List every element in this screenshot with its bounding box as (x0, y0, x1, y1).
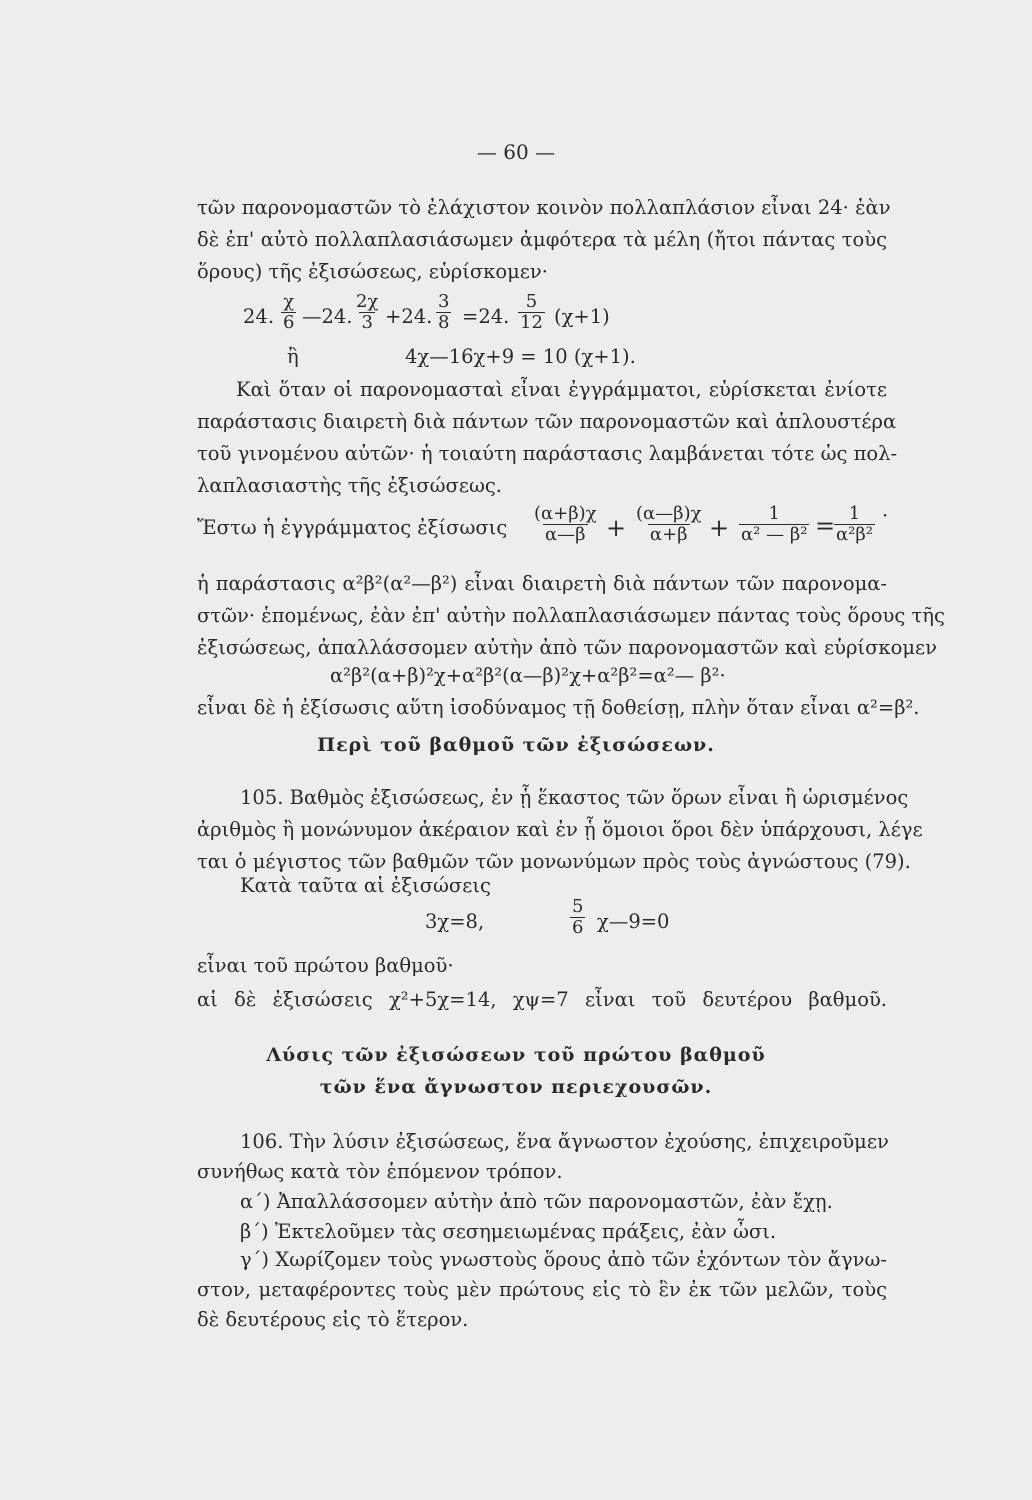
text-line: δὲ ἐπ' αὐτὸ πολλαπλασιάσωμεν ἀμφότερα τὰ μέλη (ἤτοι πάντας τοὺς (197, 228, 887, 251)
numerator: χ (283, 291, 295, 312)
numerator: 1 (848, 503, 861, 524)
denominator: α² — β² (741, 524, 808, 545)
text-line: Κατὰ ταῦτα αἱ ἐξισώσεις (240, 874, 491, 897)
text-line: ἐξισώσεως, ἀπαλλάσσομεν αὐτὴν ἀπὸ τῶν παρονομαστῶν καὶ εὑρίσκομεν (197, 636, 937, 659)
section-heading: Λύσις τῶν ἐξισώσεων τοῦ πρώτου βαθμοῦ (266, 1044, 766, 1066)
text-line: ὅρους) τῆς ἐξισώσεως, εὑρίσκομεν· (197, 260, 548, 283)
text-line: ται ὁ μέγιστος τῶν βαθμῶν τῶν μονωνύμων πρὸς τοὺς ἀγνώστους (79). (197, 850, 911, 873)
fraction (739, 504, 809, 545)
eq-lead-text: Ἔστω ἡ ἐγγράμματος ἐξίσωσις (197, 516, 508, 539)
text-line: αἱ δὲ ἐξισώσεις χ²+5χ=14, χψ=7 εἶναι τοῦ δευτέρου βαθμοῦ. (197, 988, 887, 1011)
denominator: 6 (283, 312, 295, 333)
fraction (354, 292, 380, 333)
eq-term: χ—9=0 (597, 910, 670, 933)
fraction (436, 292, 451, 333)
text-line: δὲ δευτέρους εἰς τὸ ἕτερον. (197, 1308, 469, 1331)
fraction (281, 292, 296, 333)
denominator: 3 (361, 312, 373, 333)
fraction (634, 504, 704, 545)
eq-term: 3χ=8, (425, 910, 485, 933)
denominator: 8 (438, 312, 450, 333)
list-item: γ΄) Χωρίζομεν τοὺς γνωστοὺς ὅρους ἀπὸ τῶν ἐχόντων τὸν ἄγνω- (240, 1248, 887, 1271)
numerator: 2χ (356, 291, 379, 312)
text-line: στῶν· ἑπομένως, ἐὰν ἐπ' αὐτὴν πολλαπλασιάσωμεν πάντας τοὺς ὅρους τῆς (197, 604, 945, 627)
text-line: στον, μεταφέροντες τοὺς μὲν πρώτους εἰς τὸ ἓν ἐκ τῶν μελῶν, τοὺς (197, 1278, 887, 1301)
text-line: εἶναι δὲ ἡ ἐξίσωσις αὕτη ἰσοδύναμος τῇ δοθείσῃ, πλὴν ὅταν εἶναι α²=β². (197, 696, 920, 719)
fraction (570, 897, 585, 938)
eq-term: (χ+1) (554, 305, 610, 328)
numerator: 1 (768, 503, 780, 524)
section-heading: τῶν ἕνα ἄγνωστον περιεχουσῶν. (319, 1076, 713, 1098)
eq-term: 24. (243, 305, 275, 328)
text-line: τῶν παρονομαστῶν τὸ ἐλάχιστον κοινὸν πολλαπλάσιον εἶναι 24· ἐὰν (197, 196, 891, 219)
fraction (518, 292, 545, 333)
equation-2-lead: ἢ (287, 345, 299, 368)
text-line: συνήθως κατὰ τὸν ἑπόμενον τρόπον. (197, 1160, 563, 1183)
fraction (834, 504, 875, 545)
text-line: εἶναι τοῦ πρώτου βαθμοῦ· (197, 954, 454, 977)
numerator: 5 (572, 896, 584, 917)
eq-term: +24. (385, 305, 433, 328)
text-line: λαπλασιαστὴς τῆς ἐξισώσεως. (197, 474, 502, 497)
list-item: β΄) Ἐκτελοῦμεν τὰς σεσημειωμένας πράξεις, ἐὰν ὦσι. (240, 1220, 777, 1243)
eq-term: —24. (302, 305, 353, 328)
denominator: 12 (520, 312, 543, 333)
text-line: Καὶ ὅταν οἱ παρονομασταὶ εἶναι ἐγγράμματοι, εὑρίσκεται ἐνίοτε (236, 378, 887, 401)
denominator: 6 (572, 917, 584, 938)
eq-end: · (882, 504, 889, 527)
text-line: ἀριθμὸς ἢ μονώνυμον ἀκέραιον καὶ ἐν ᾗ ὅμοιοι ὅροι δὲν ὑπάρχουσι, λέγε (197, 818, 923, 841)
plus-sign: + (709, 514, 730, 542)
text-line: παράστασις διαιρετὴ διὰ πάντων τῶν παρονομαστῶν καὶ ἁπλουστέρα (197, 410, 897, 433)
list-item: α΄) Ἀπαλλάσσομεν αὐτὴν ἀπὸ τῶν παρονομαστῶν, ἐὰν ἔχῃ. (240, 1190, 833, 1213)
text-line: 106. Τὴν λύσιν ἐξισώσεως, ἕνα ἄγνωστον ἐχούσης, ἐπιχειροῦμεν (240, 1130, 889, 1153)
equation-2: 4χ—16χ+9 = 10 (χ+1). (405, 345, 636, 368)
section-heading: Περὶ τοῦ βαθμοῦ τῶν ἐξισώσεων. (317, 734, 715, 756)
text-line: ἡ παράστασις α²β²(α²—β²) εἶναι διαιρετὴ διὰ πάντων τῶν παρονομα- (197, 572, 887, 595)
numerator: 5 (525, 291, 538, 312)
numerator: 3 (438, 291, 450, 312)
numerator: (α+β)χ (534, 503, 597, 524)
equation-4: α²β²(α+β)²χ+α²β²(α—β)²χ+α²β²=α²— β²· (330, 664, 726, 687)
equals-sign: = (815, 512, 836, 540)
plus-sign: + (606, 514, 627, 542)
page-number: — 60 — (476, 140, 556, 164)
fraction (532, 504, 599, 545)
text-line: 105. Βαθμὸς ἐξισώσεως, ἐν ᾗ ἕκαστος τῶν ὅρων εἶναι ἢ ὡρισμένος (240, 786, 909, 809)
denominator: α²β² (836, 524, 873, 545)
text-line: τοῦ γινομένου αὐτῶν· ἡ τοιαύτη παράστασις λαμβάνεται τότε ὡς πολ- (197, 442, 898, 465)
numerator: (α—β)χ (636, 503, 702, 524)
denominator: α+β (649, 524, 688, 545)
eq-term: =24. (462, 305, 510, 328)
denominator: α—β (545, 524, 586, 545)
